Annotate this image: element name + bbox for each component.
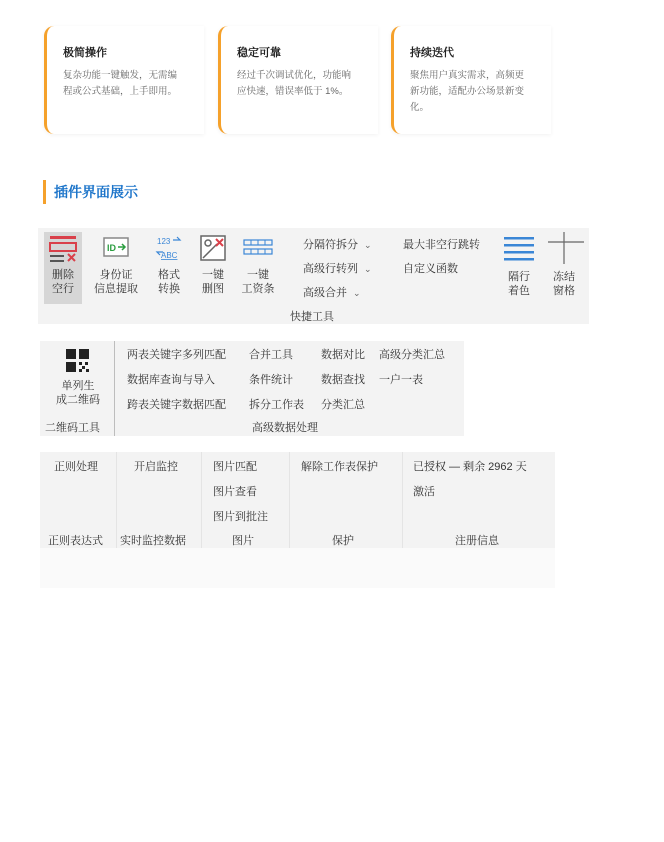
group-divider — [289, 452, 290, 548]
card-desc — [410, 68, 541, 116]
card-title: 极简操作 — [63, 47, 107, 59]
group-label-advanced-data: 高级数据处理 — [252, 422, 318, 434]
regex-process-button[interactable]: 正则处理 — [54, 461, 98, 473]
split-worksheet-button[interactable]: 拆分工作表 — [249, 399, 304, 411]
advanced-merge-dropdown[interactable] — [303, 284, 361, 300]
group-divider — [402, 452, 403, 548]
svg-text:123: 123 — [157, 237, 171, 246]
delete-image-icon — [197, 232, 229, 264]
image-match-button[interactable]: 图片匹配 — [213, 461, 257, 473]
ribbon-advanced-data — [40, 341, 464, 436]
card-desc — [237, 68, 368, 100]
dropdown-label: 分隔符拆分 — [303, 239, 358, 251]
start-monitor-button[interactable]: 开启监控 — [134, 461, 178, 473]
svg-text:ID: ID — [107, 243, 116, 253]
feature-card-stable — [218, 26, 378, 134]
group-label-protect: 保护 — [332, 535, 354, 547]
card-desc-line: 程或公式基础，上手即用。 — [63, 86, 178, 97]
group-label-quick-tools: 快捷工具 — [290, 311, 334, 323]
dropdown-label: 高级合并 — [303, 287, 347, 299]
group-divider — [201, 452, 202, 548]
group-label-image: 图片 — [232, 535, 254, 547]
group-divider — [114, 341, 115, 436]
feature-card-iterate — [391, 26, 551, 134]
alternate-row-color-button[interactable] — [498, 232, 540, 298]
group-label-monitor: 实时监控数据 — [120, 535, 186, 547]
button-label: 一键 — [247, 269, 269, 281]
dropdown-label: 高级行转列 — [303, 263, 358, 275]
qr-code-icon — [64, 347, 92, 375]
freeze-pane-icon — [548, 232, 580, 264]
card-title: 持续迭代 — [410, 47, 454, 59]
button-label: 窗格 — [553, 285, 575, 297]
button-label: 着色 — [508, 285, 530, 297]
chevron-down-icon: ⌄ — [353, 288, 361, 298]
card-desc-line: 应快速，错误率低于 1%。 — [237, 86, 349, 97]
unprotect-sheet-button[interactable]: 解除工作表保护 — [301, 461, 378, 473]
conditional-statistics-button[interactable]: 条件统计 — [249, 374, 293, 386]
button-label: 删除 — [52, 269, 74, 281]
delete-empty-rows-button[interactable] — [44, 232, 82, 304]
chevron-down-icon: ⌄ — [364, 264, 372, 274]
payslip-button[interactable] — [236, 232, 280, 296]
card-desc-line: 复杂功能一键触发，无需编 — [63, 70, 178, 81]
card-title: 稳定可靠 — [237, 47, 281, 59]
card-desc — [63, 68, 194, 100]
id-card-info-button[interactable] — [90, 232, 142, 296]
group-divider — [116, 452, 117, 548]
svg-text:ABC: ABC — [161, 251, 178, 260]
button-label: 格式 — [158, 269, 180, 281]
feature-cards — [40, 26, 560, 134]
group-label-qr: 二维码工具 — [45, 422, 100, 434]
button-label: 隔行 — [508, 271, 530, 283]
format-convert-button[interactable] — [150, 232, 188, 296]
button-label: 工资条 — [241, 283, 275, 295]
subtotal-button[interactable]: 分类汇总 — [321, 399, 365, 411]
delete-image-button[interactable] — [194, 232, 232, 296]
image-view-button[interactable]: 图片查看 — [213, 486, 257, 498]
button-label: 信息提取 — [94, 283, 138, 295]
merge-tool-button[interactable]: 合并工具 — [249, 349, 293, 361]
group-label-regex: 正则表达式 — [48, 535, 103, 547]
group-label-registration: 注册信息 — [455, 535, 499, 547]
feature-card-simple — [44, 26, 204, 134]
cross-table-keyword-match-button[interactable]: 跨表关键字数据匹配 — [127, 399, 226, 411]
delete-empty-rows-icon — [47, 232, 79, 264]
chevron-down-icon: ⌄ — [364, 240, 372, 250]
ribbon-quick-tools — [38, 228, 589, 324]
button-label: 身份证 — [99, 269, 133, 281]
payslip-icon — [242, 232, 274, 264]
one-household-one-table-button[interactable]: 一户一表 — [379, 374, 423, 386]
data-lookup-button[interactable]: 数据查找 — [321, 374, 365, 386]
qr-code-button[interactable] — [46, 347, 110, 407]
split-by-delimiter-dropdown[interactable] — [303, 236, 372, 252]
format-convert-icon — [153, 232, 185, 264]
button-label: 转换 — [158, 283, 180, 295]
custom-function-button[interactable]: 自定义函数 — [403, 263, 458, 275]
id-card-icon — [100, 232, 132, 264]
card-desc-line: 新功能，适配办公场景新变 — [410, 86, 525, 97]
database-query-import-button[interactable]: 数据库查询与导入 — [127, 374, 215, 386]
button-label: 成二维码 — [56, 394, 100, 406]
image-to-comment-button[interactable]: 图片到批注 — [213, 511, 268, 523]
license-status-text: 已授权 — 剩余 2962 天 — [413, 461, 527, 473]
card-desc-line: 经过千次调试优化，功能响 — [237, 70, 352, 81]
advanced-subtotal-button[interactable]: 高级分类汇总 — [379, 349, 445, 361]
card-desc-line: 聚焦用户真实需求，高频更 — [410, 70, 525, 81]
button-label: 单列生 — [61, 380, 95, 392]
section-title: 插件界面展示 — [43, 180, 138, 204]
row-to-column-dropdown[interactable] — [303, 260, 372, 276]
ribbon-shadow — [40, 548, 555, 588]
button-label: 冻结 — [553, 271, 575, 283]
button-label: 空行 — [52, 283, 74, 295]
ribbon-misc — [40, 452, 555, 548]
freeze-pane-button[interactable] — [544, 232, 584, 298]
activate-button[interactable]: 激活 — [413, 486, 435, 498]
button-label: 删图 — [202, 283, 224, 295]
jump-last-nonempty-row-button[interactable]: 最大非空行跳转 — [403, 239, 480, 251]
button-label: 一键 — [202, 269, 224, 281]
row-color-icon — [503, 232, 535, 264]
card-desc-line: 化。 — [410, 102, 430, 113]
data-compare-button[interactable]: 数据对比 — [321, 349, 365, 361]
two-table-multi-column-match-button[interactable]: 两表关键字多列匹配 — [127, 349, 226, 361]
